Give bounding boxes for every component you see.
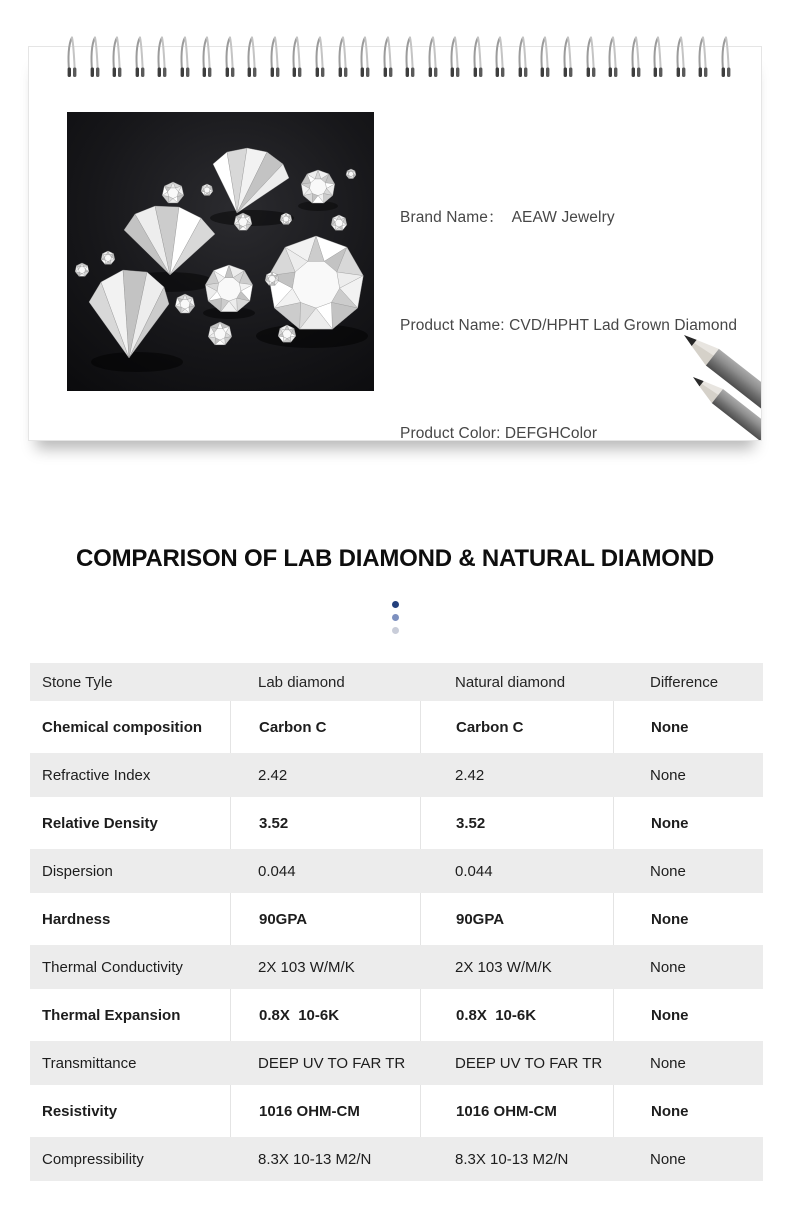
row-label-cell: Resistivity [42, 1102, 118, 1120]
value-cell: None [650, 862, 686, 880]
value-cell: None [650, 1054, 686, 1072]
row-label-cell: Transmittance [42, 1054, 137, 1072]
table-row [30, 797, 763, 849]
value-cell: None [650, 1150, 686, 1168]
spiral-coil-icon [314, 34, 326, 80]
spiral-coil-icon [382, 34, 394, 80]
column-header: Lab diamond [258, 673, 345, 691]
spiral-coil-icon [585, 34, 597, 80]
value-cell: 8.3X 10-13 M2/N [455, 1150, 569, 1168]
divider-dot [392, 601, 399, 608]
table-row [30, 1085, 763, 1137]
spiral-coil-icon [562, 34, 574, 80]
value-cell: None [613, 797, 763, 849]
spiral-coil-icon [291, 34, 303, 80]
section-divider-dots [0, 601, 790, 634]
value-cell: None [613, 893, 763, 945]
spiral-coil-icon [697, 34, 709, 80]
comparison-table [30, 663, 763, 1181]
table-row [30, 989, 763, 1041]
value-cell: 3.52 [420, 797, 613, 849]
column-header: Stone Tyle [42, 673, 113, 691]
spiral-coil-icon [359, 34, 371, 80]
value-cell: None [613, 1085, 763, 1137]
spiral-coil-icon [269, 34, 281, 80]
value-cell: 90GPA [420, 893, 613, 945]
value-cell: 2.42 [258, 766, 288, 784]
spiral-coil-icon [134, 34, 146, 80]
value-cell: 1016 OHM-CM [420, 1085, 613, 1137]
column-header: Natural diamond [455, 673, 566, 691]
spiral-coil-icon [404, 34, 416, 80]
value-cell: DEEP UV TO FAR TR [455, 1054, 603, 1072]
row-label-cell: Thermal Conductivity [42, 958, 183, 976]
row-label-cell: Chemical composition [42, 718, 203, 736]
value-cell: 2X 103 W/M/K [258, 958, 355, 976]
row-label-cell: Relative Density [42, 814, 158, 832]
divider-dot [392, 614, 399, 621]
table-row [30, 945, 763, 989]
spiral-coil-icon [630, 34, 642, 80]
value-cell: 0.8X 10-6K [420, 989, 613, 1041]
value-cell: None [650, 958, 686, 976]
product-detail-line: Brand Name： AEAW Jewelry [400, 209, 615, 226]
value-cell: 3.52 [230, 797, 420, 849]
table-row [30, 893, 763, 945]
spiral-coil-icon [201, 34, 213, 80]
spiral-coil-icon [652, 34, 664, 80]
spiral-coil-icon [224, 34, 236, 80]
spiral-coil-icon [494, 34, 506, 80]
spiral-binding [66, 34, 732, 80]
spiral-coil-icon [449, 34, 461, 80]
value-cell: 0.044 [258, 862, 296, 880]
product-photo [67, 112, 374, 391]
value-cell: 8.3X 10-13 M2/N [258, 1150, 372, 1168]
card-content [29, 47, 761, 440]
table-header-row [30, 663, 763, 701]
row-label-cell: Refractive Index [42, 766, 151, 784]
value-cell: None [650, 766, 686, 784]
spiral-coil-icon [720, 34, 732, 80]
spiral-coil-icon [89, 34, 101, 80]
spiral-coil-icon [156, 34, 168, 80]
product-detail-line: Product Name: CVD/HPHT Lad Grown Diamond [400, 317, 738, 334]
value-cell: 90GPA [230, 893, 420, 945]
column-header: Difference [650, 673, 719, 691]
row-label-cell: Compressibility [42, 1150, 144, 1168]
row-label-cell: Thermal Expansion [42, 1006, 181, 1024]
value-cell: DEEP UV TO FAR TR [258, 1054, 406, 1072]
value-cell: 1016 OHM-CM [230, 1085, 420, 1137]
table-row [30, 753, 763, 797]
value-cell: Carbon C [420, 701, 613, 753]
comparison-title: COMPARISON OF LAB DIAMOND & NATURAL DIAMOND [75, 545, 715, 572]
table-row [30, 1041, 763, 1085]
spiral-coil-icon [246, 34, 258, 80]
value-cell: 2.42 [455, 766, 485, 784]
table-row [30, 849, 763, 893]
value-cell: None [613, 701, 763, 753]
value-cell: 0.044 [455, 862, 493, 880]
spiral-coil-icon [539, 34, 551, 80]
spiral-coil-icon [427, 34, 439, 80]
spiral-coil-icon [517, 34, 529, 80]
value-cell: 2X 103 W/M/K [455, 958, 552, 976]
spiral-coil-icon [66, 34, 78, 80]
value-cell: None [613, 989, 763, 1041]
spiral-coil-icon [472, 34, 484, 80]
table-row [30, 1137, 763, 1181]
table-row [30, 701, 763, 753]
row-label-cell: Hardness [42, 910, 111, 928]
value-cell: Carbon C [230, 701, 420, 753]
spiral-coil-icon [111, 34, 123, 80]
notebook-card [28, 46, 762, 441]
row-label-cell: Dispersion [42, 862, 113, 880]
spiral-coil-icon [337, 34, 349, 80]
divider-dot [392, 627, 399, 634]
product-details [400, 128, 737, 440]
value-cell: 0.8X 10-6K [230, 989, 420, 1041]
product-detail-line: Product Color: DEFGHColor [400, 425, 598, 440]
spiral-coil-icon [179, 34, 191, 80]
spiral-coil-icon [607, 34, 619, 80]
spiral-coil-icon [675, 34, 687, 80]
